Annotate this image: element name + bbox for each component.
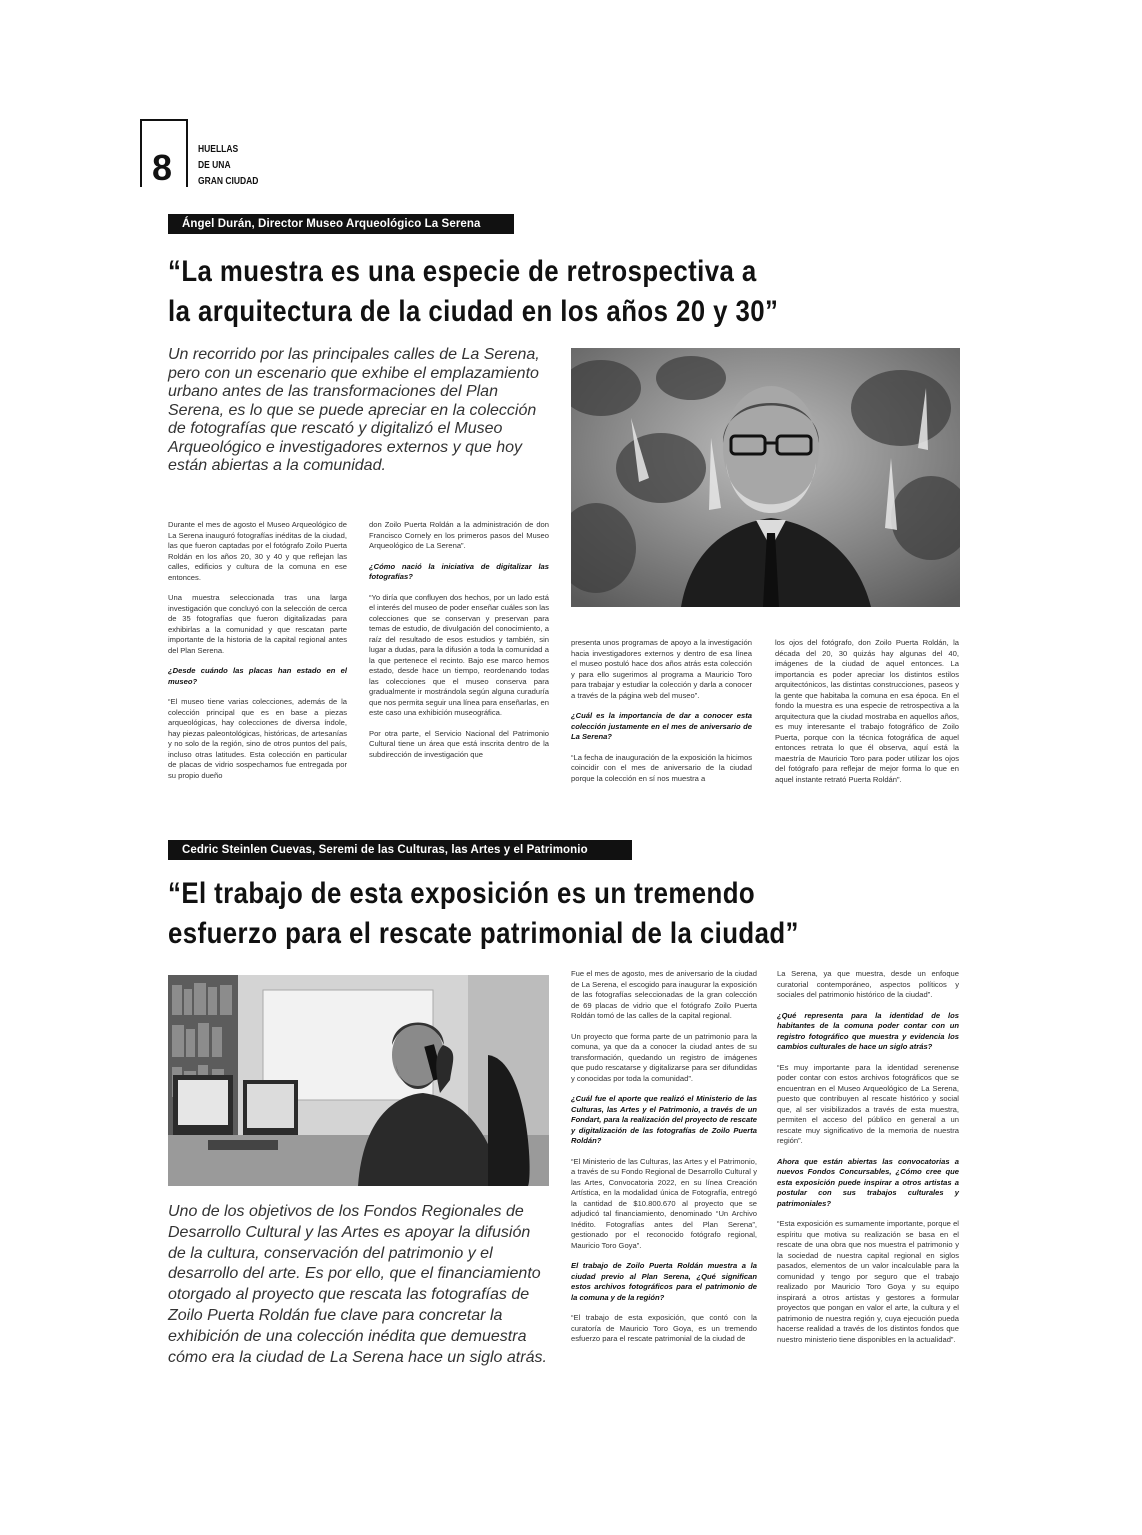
interview-question: ¿Cómo nació la iniciativa de digitalizar las fotografías? bbox=[369, 561, 549, 581]
paragraph: Fue el mes de agosto, mes de aniversario de la ciudad de La Serena, el escogido para inaugurar la exposición de las fotografías seleccionadas de la gran colección de 69 placas de vidrio que el fotógrafo Zoilo Puerta Roldán tomó de las calles de la capital regional. bbox=[571, 969, 757, 1020]
paragraph: “El museo tiene varias colecciones, además de la colección principal que es en base a piezas arqueológicas, hay colecciones de diversa índole, hay piezas paleontológicas, históricas, de artesanías y no solo de la región, sino de otros puntos del país, incluso otras latitudes. Esta colección en particular de placas de vidrio sospechamos fue entregada por su propio dueño bbox=[168, 697, 347, 780]
lede-article-2: Uno de los objetivos de los Fondos Regionales de Desarrollo Cultural y las Artes es apoyar la difusión de la cultura, conservación del patrimonio y el desarrollo del arte. Es por ello, que el financiamiento otorgado al proyecto que rescata las fotografías de Zoilo Puerta Roldán fue clave para concretar la exhibición de una colección inédita que demuestra cómo era la ciudad de La Serena hace un siglo atrás. bbox=[168, 1203, 547, 1366]
lede-article-1: Un recorrido por las principales calles de La Serena, pero con un escenario que exhibe el emplazamiento urbano antes de las transformaciones del Plan Serena, es lo que se puede apreciar en la colección de fotografías que rescató y digitalizó el Museo Arqueológico e investigadores externos y que hoy están abiertas a la comunidad. bbox=[168, 346, 540, 474]
interview-question: Ahora que están abiertas las convocatorias a nuevos Fondos Concursables, ¿Cómo cree que esta exposición puede inspirar a otros artistas a postular con sus trabajos culturales y patrimoniales? bbox=[777, 1156, 959, 1208]
byline-article-2: Cedric Steinlen Cuevas, Seremi de las Culturas, las Artes y el Patrimonio bbox=[168, 840, 632, 860]
paragraph: La Serena, ya que muestra, desde un enfoque curatorial contemporáneo, aspectos políticos y sociales del patrimonio histórico de la ciudad”. bbox=[777, 969, 959, 999]
interview-question: ¿Qué representa para la identidad de los habitantes de la comuna poder contar con un registro fotográfico que muestra y evidencia los cambios culturales de hace un siglo atrás? bbox=[777, 1010, 959, 1051]
interview-question: ¿Cuál es la importancia de dar a conocer esta colección justamente en el mes de aniversario de La Serena? bbox=[571, 711, 752, 741]
paragraph: los ojos del fotógrafo, don Zoilo Puerta Roldán, la década del 20, 30 quizás hay algunas del 40, imágenes de la ciudad de aquel entonces. La importancia es poder apreciar los distintos estilos arquitectónicos, las distintas construcciones, paseos y la gente que habitaba la comuna en esa época. En el fondo la muestra es una especie de retrospectiva a la arquitectura que la ciudad mostraba en aquellos años, es muy interesante el trabajo fotográfico de Zoilo Puerta, porque con la técnica fotográfica de aquel entonces retrata lo que él observa, aquí está la maestría de Mauricio Toro para poder utilizar los ojos del fotógrafo para reflejar de mejor forma lo que en aquel instante retrató Puerta Roldán”. bbox=[775, 638, 959, 784]
paragraph: Una muestra seleccionada tras una larga investigación que concluyó con la selección de cerca de 35 fotografías que fueron digitalizadas para exhibirlas a la comunidad y que rescatan parte importante de la historia de la capital regional antes del Plan Serena. bbox=[168, 593, 347, 655]
interview-question: ¿Desde cuándo las placas han estado en el museo? bbox=[168, 666, 347, 686]
paragraph: “La fecha de inauguración de la exposición la hicimos coincidir con el mes de aniversario de la ciudad porque la colección en sí nos muestra a bbox=[571, 752, 752, 783]
headline-line: “El trabajo de esta exposición es un tremendo bbox=[168, 877, 756, 910]
paragraph: “Es muy importante para la identidad serenense poder contar con estos archivos fotográficos que se encuentran en el Museo Arqueológico de La Serena, puesto que contribuyen al rescate histórico y social que, al ser visibilizados a través de esta muestra, permiten el acceso del público en general a un rescate muy significativo de la memoria de nuestra región”. bbox=[777, 1062, 959, 1145]
section-label: HUELLAS DE UNA GRAN CIUDAD bbox=[198, 144, 259, 187]
article-1-column-2 bbox=[369, 520, 549, 770]
paragraph: Un proyecto que forma parte de un patrimonio para la comuna, ya que da a conocer la ciudad antes de su transformación, quedando un registro de imágenes que pudo rescatarse y digitalizarse para ser difundidas y conocidas por toda la comunidad”. bbox=[571, 1031, 757, 1083]
article-1-column-1 bbox=[168, 520, 347, 791]
headline-line: la arquitectura de la ciudad en los años 20 y 30” bbox=[168, 295, 779, 328]
headline-article-1 bbox=[168, 252, 778, 332]
article-2-column-1 bbox=[571, 969, 757, 1355]
paragraph: “Yo diría que confluyen dos hechos, por un lado está el interés del museo de poder enseñar cuáles son las colecciones que se conservan y preservan para temas de estudio, de divulgación del conocimiento, a raíz del resultado de esos estudios y también, sin lugar a dudas, para la difusión a toda la comunidad a la que pertenece el recinto. Bajo ese marco hemos estado, desde hace un tiempo, reordenando todas las colecciones que el museo conserva para gradualmente ir mostrándola según alguna curaduría que nos permita seguir una línea para enseñarlas, en este caso una exhibición museográfica. bbox=[369, 592, 549, 717]
page-number: 8 bbox=[152, 147, 173, 188]
headline-article-2 bbox=[168, 874, 799, 954]
paragraph: Por otra parte, el Servicio Nacional del Patrimonio Cultural tiene un área que está inscrita dentro de la subdirección de investigación que bbox=[369, 728, 549, 759]
headline-line: esfuerzo para el rescate patrimonial de la ciudad” bbox=[168, 917, 799, 950]
portrait-photo-angel-duran bbox=[571, 348, 960, 607]
office-photo-cedric-steinlen bbox=[168, 975, 549, 1186]
paragraph: don Zoilo Puerta Roldán a la administración de don Francisco Cornely en los primeros pasos del Museo Arqueológico de La Serena”. bbox=[369, 520, 549, 550]
interview-question: El trabajo de Zoilo Puerta Roldán muestra a la ciudad previo al Plan Serena, ¿Qué significan estos archivos fotográficos para el patrimonio de la comuna y de la región? bbox=[571, 1261, 757, 1302]
paragraph: Durante el mes de agosto el Museo Arqueológico de La Serena inauguró fotografías inéditas de la ciudad, las que fueron captadas por el fotógrafo Zoilo Puerta Roldán en los años 20, 30 y 40 y que reflejan las calles, edificios y cultura de la comuna en ese entonces. bbox=[168, 520, 347, 582]
article-1-column-4 bbox=[775, 638, 959, 795]
paragraph: presenta unos programas de apoyo a la investigación hacia investigadores externos y dentro de esa línea el museo postuló hace dos años atrás esta colección y para ello sugerimos al programa a Mauricio Toro para trabajar y estudiar la colección y darla a conocer a través de la página web del museo”. bbox=[571, 638, 752, 700]
headline-line: “La muestra es una especie de retrospectiva a bbox=[168, 255, 757, 288]
interview-question: ¿Cuál fue el aporte que realizó el Ministerio de las Culturas, las Artes y el Patrimonio, a través de un Fondart, para la realización del proyecto de rescate y digitalización de las fotografías de Zoilo Puerta Roldán? bbox=[571, 1094, 757, 1145]
paragraph: “Esta exposición es sumamente importante, porque el espíritu que motiva su realización se basa en el rescate de una obra que nos muestra el patrimonio y la sociedad de nuestra capital regional en siglos pasados, elementos de un valor incalculable para la comunidad y tengo por seguro que el trabajo realizado por Mauricio Toro Goya y su equipo inspirará a otros artistas y gestores a formular proyectos que pongan en valor el arte, la cultura y el patrimonio de nuestra región y, cuya ejecución pueda hacerse realidad a través de los distintos fondos que nuestro ministerio tiene disponibles en la actualidad”. bbox=[777, 1219, 959, 1344]
paragraph: “El trabajo de esta exposición, que contó con la curatoría de Mauricio Toro Goya, es un tremendo esfuerzo para el rescate patrimonial de la ciudad de bbox=[571, 1313, 757, 1343]
article-1-column-3 bbox=[571, 638, 752, 794]
article-2-column-2 bbox=[777, 969, 959, 1355]
byline-article-1: Ángel Durán, Director Museo Arqueológico La Serena bbox=[168, 214, 514, 234]
paragraph: “El Ministerio de las Culturas, las Artes y el Patrimonio, a través de su Fondo Regional de Desarrollo Cultural y las Artes, Convocatoria 2022, en su línea Creación Artística, en la modalidad única de Fotografía, entregó la cantidad de $10.800.670 al proyecto que se adjudicó tal financiamiento, denominado “Un Archivo Inédito. Fotografías antes del Plan Serena”, gestionado por el reconocido fotógrafo regional, Mauricio Toro Goya”. bbox=[571, 1156, 757, 1250]
